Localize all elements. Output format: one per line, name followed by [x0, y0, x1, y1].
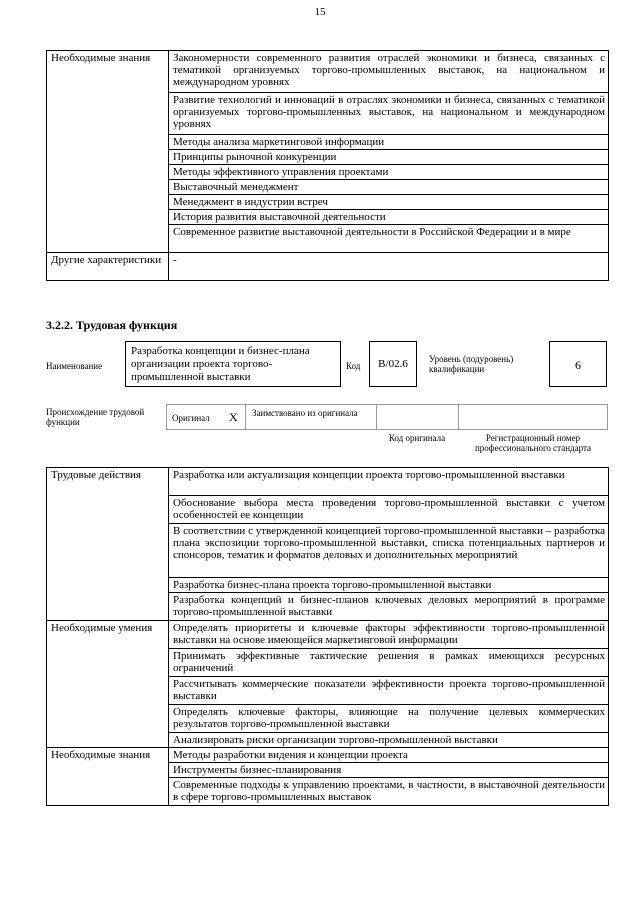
table-cell: Анализировать риски организации торгово-промышленной выставки — [169, 733, 609, 748]
table-cell: Методы разработки видения и концепции проекта — [169, 748, 609, 763]
table-row — [47, 748, 609, 763]
origin-original-cell — [166, 404, 245, 430]
table-row — [47, 253, 609, 281]
code-label: Код — [346, 361, 361, 371]
section-title: 3.2.2. Трудовая функция — [46, 318, 178, 332]
table-cell: Современное развитие выставочной деятельности в Российской Федерации и в мире — [169, 225, 609, 253]
function-code: B/02.6 — [369, 341, 417, 387]
row-label: Трудовые действия — [47, 468, 169, 621]
origin-reg-cell — [458, 404, 608, 430]
table-cell: Инструменты бизнес-планирования — [169, 763, 609, 778]
row-label: Другие характеристики — [47, 253, 169, 281]
origin-row — [166, 404, 608, 430]
origin-code-cell — [376, 404, 458, 430]
page-number: 15 — [314, 6, 326, 18]
table-cell: Разработка или актуализация концепции проекта торгово-промышленной выставки — [169, 468, 609, 496]
borrowed-label: Заимствовано из оригинала — [252, 408, 358, 418]
table-row — [47, 468, 609, 496]
row-label: Необходимые знания — [47, 51, 169, 253]
table-row — [47, 621, 609, 649]
table-cell: - — [169, 253, 609, 281]
reg-caption: Регистрационный номер профессионального стандарта — [474, 433, 592, 453]
level-label: Уровень (подуровень) квалификации — [429, 354, 514, 374]
table-cell: Закономерности современного развития отраслей экономики и бизнеса, связанных с тематикой организуемых торгово-промышленных выставок, на национальном и международном уровнях — [169, 51, 609, 93]
table-cell: Рассчитывать коммерческие показатели эффективности проекта торгово-промышленной выставки — [169, 677, 609, 705]
table-cell: Определять ключевые факторы, влияющие на получение целевых коммерческих результатов торгово-промышленной выставки — [169, 705, 609, 733]
row-label: Необходимые знания — [47, 748, 169, 806]
table-cell: Принципы рыночной конкуренции — [169, 150, 609, 165]
table-cell: История развития выставочной деятельности — [169, 210, 609, 225]
table-cell: Разработка бизнес-плана проекта торгово-промышленной выставки — [169, 578, 609, 593]
table-cell: Развитие технологий и инноваций в отраслях экономики и бизнеса, связанных с тематикой организуемых торгово-промышленных выставок, на национальном и международном уровнях — [169, 93, 609, 135]
knowledge-table — [46, 50, 609, 281]
table-cell: Обоснование выбора места проведения торгово-промышленной выставки с учетом особенностей ее концепции — [169, 496, 609, 524]
table-row — [47, 51, 609, 93]
original-mark: X — [229, 410, 238, 424]
table-cell: Методы эффективного управления проектами — [169, 165, 609, 180]
table-cell: Современные подходы к управлению проектами, в частности, в выставочной деятельности в сфере торгово-промышленных выставок — [169, 778, 609, 806]
table-cell: В соответствии с утвержденной концепцией торгово-промышленной выставки – разработка плана экспозиции торгово-промышленной выставки, списка потенциальных партнеров и спонсоров, тематик и форматов деловых и дополнительных мероприятий — [169, 524, 609, 578]
qualification-level: 6 — [549, 341, 607, 387]
origin-borrowed-cell — [245, 404, 376, 430]
name-label: Наименование — [46, 361, 103, 371]
table-cell: Методы анализа маркетинговой информации — [169, 135, 609, 150]
code-caption: Код оригинала — [388, 433, 446, 443]
origin-label: Происхождение трудовой функции — [46, 407, 145, 427]
table-cell: Менеджмент в индустрии встреч — [169, 195, 609, 210]
table-cell: Разработка концепций и бизнес-планов ключевых деловых мероприятий в программе торгово-промышленной выставки — [169, 593, 609, 621]
table-cell: Принимать эффективные тактические решения в рамках имеющихся ресурсных ограничений — [169, 649, 609, 677]
table-cell: Определять приоритеты и ключевые факторы эффективности торгово-промышленной выставки на основе имеющейся маркетинговой информации — [169, 621, 609, 649]
original-label: Оригинал — [172, 413, 210, 423]
function-name: Разработка концепции и бизнес-плана организации проекта торгово-промышленной выставки — [125, 341, 341, 387]
table-cell: Выставочный менеджмент — [169, 180, 609, 195]
row-label: Необходимые умения — [47, 621, 169, 748]
labor-function-table — [46, 467, 609, 806]
